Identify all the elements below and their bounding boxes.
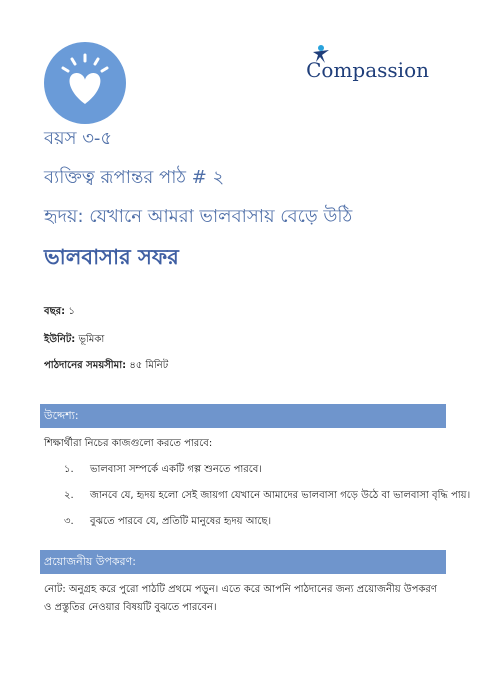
objectives-intro: শিক্ষার্থীরা নিচের কাজগুলো করতে পারবে: [44,438,213,449]
year-line [44,304,75,321]
list-number: ৩. [64,516,74,527]
materials-note: নোট: অনুগ্রহ করে পুরো পাঠটি প্রথমে পড়ুন। এতে করে আপনি পাঠদানের জন্য প্রয়োজনীয় উপকরণ ও প্রস্তুতির নেওয়ার বিষয়টি বুঝতে পারবেন। [44,584,437,613]
list-item [64,514,271,531]
list-text: বুঝতে পারবে যে, প্রতিটি মানুষের হৃদয় আছে। [90,516,272,527]
theme-heading: হৃদয়: যেখানে আমরা ভালবাসায় বেড়ে উঠি [44,206,353,227]
objectives-header: উদ্দেশ্য: [40,404,446,428]
brand-logo [306,58,429,82]
materials-header: প্রয়োজনীয় উপকরণ: [40,550,446,574]
time-label: পাঠদানের সময়সীমা: [44,360,127,371]
list-text: ভালবাসা সম্পর্কে একটি গল্প শুনতে পারবে। [90,464,262,475]
unit-value: ভূমিকা [78,334,105,345]
time-line [44,358,168,375]
lesson-heading: ব্যক্তিত্ব রূপান্তর পাঠ # ২ [44,167,225,188]
list-number: ১. [64,464,74,475]
list-number: ২. [64,490,74,501]
list-text: জানবে যে, হৃদয় হলো সেই জায়গা যেখানে আমাদের ভালবাসা গড়ে উঠে বা ভালবাসা বৃদ্ধি পায়। [90,490,471,501]
person-icon [311,44,331,64]
unit-line [44,332,104,349]
list-item [64,488,470,505]
year-label: বছর: [44,306,66,317]
brand-name: Compassion [306,58,429,82]
age-heading: বয়স ৩-৫ [44,128,113,149]
list-item [64,462,262,479]
lesson-title: ভালবাসার সফর [44,245,179,269]
time-value: ৪৫ মিনিট [129,360,169,371]
year-value: ১ [68,306,75,317]
heart-icon [44,42,126,124]
unit-label: ইউনিট: [44,334,76,345]
heart-logo [44,42,126,124]
